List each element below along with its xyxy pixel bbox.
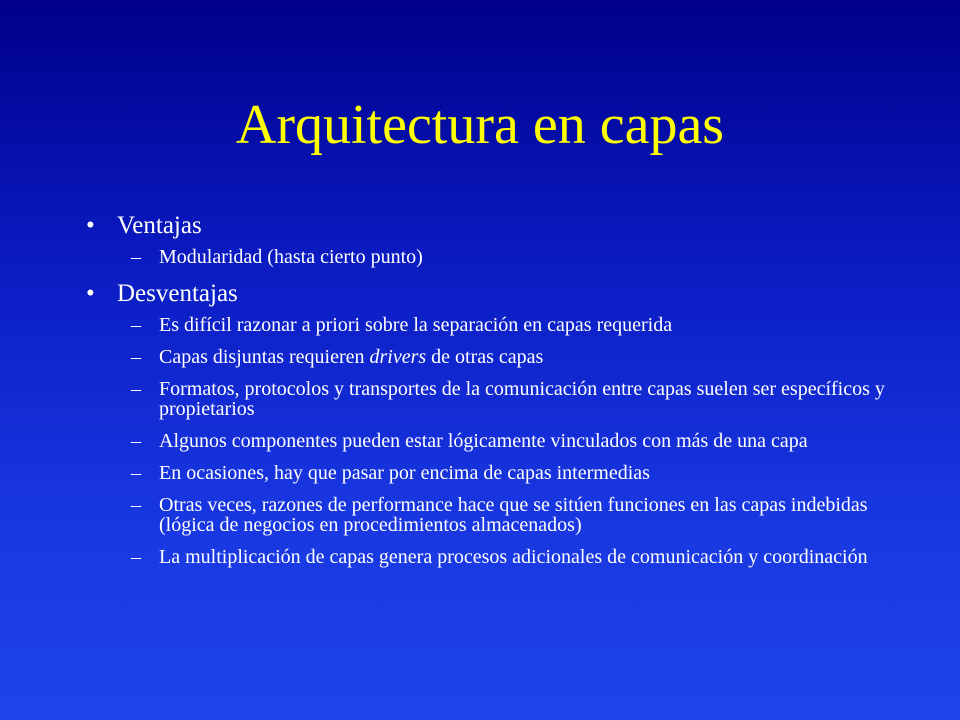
- list-item: [80, 347, 900, 367]
- list-item: [80, 315, 900, 335]
- dash-icon: –: [131, 546, 141, 568]
- list-item: [80, 247, 900, 267]
- italic-term: drivers: [369, 346, 427, 368]
- dash-icon: –: [131, 430, 141, 452]
- list-item-text: La multiplicación de capas genera procesos adicionales de comunicación y coordinación: [159, 546, 868, 568]
- list-item-text: [159, 346, 543, 368]
- dash-icon: –: [131, 314, 141, 336]
- dash-icon: –: [131, 346, 141, 368]
- list-item: [80, 495, 900, 535]
- text-run: de otras capas: [426, 346, 544, 368]
- dash-icon: –: [131, 462, 141, 484]
- list-item: [80, 463, 900, 483]
- text-run: Capas disjuntas requieren: [159, 346, 370, 368]
- bullet-heading: Desventajas: [117, 280, 238, 307]
- list-item: [80, 431, 900, 451]
- bullet-ventajas: [80, 211, 900, 241]
- dash-icon: –: [131, 378, 141, 400]
- desventajas-list: [80, 315, 900, 567]
- slide-title: Arquitectura en capas: [235, 94, 725, 156]
- bullet-heading: Ventajas: [117, 212, 202, 239]
- list-item: [80, 379, 900, 419]
- list-item-text: En ocasiones, hay que pasar por encima de capas intermedias: [159, 462, 650, 484]
- list-item-text: Formatos, protocolos y transportes de la comunicación entre capas suelen ser específicos y propietarios: [159, 378, 885, 420]
- dash-icon: –: [131, 494, 141, 516]
- ventajas-list: [80, 247, 900, 267]
- bullet-icon: •: [86, 212, 95, 239]
- list-item-text: Otras veces, razones de performance hace que se sitúen funciones en las capas indebidas (lógica de negocios en procedimientos almacenados): [159, 494, 868, 536]
- slide-body: [80, 211, 900, 579]
- list-item-text: Es difícil razonar a priori sobre la separación en capas requerida: [159, 314, 673, 336]
- list-item: [80, 547, 900, 567]
- list-item-text: Algunos componentes pueden estar lógicamente vinculados con más de una capa: [159, 430, 808, 452]
- bullet-desventajas: [80, 279, 900, 309]
- bullet-icon: •: [86, 280, 95, 307]
- dash-icon: –: [131, 246, 141, 268]
- list-item-text: Modularidad (hasta cierto punto): [159, 246, 423, 268]
